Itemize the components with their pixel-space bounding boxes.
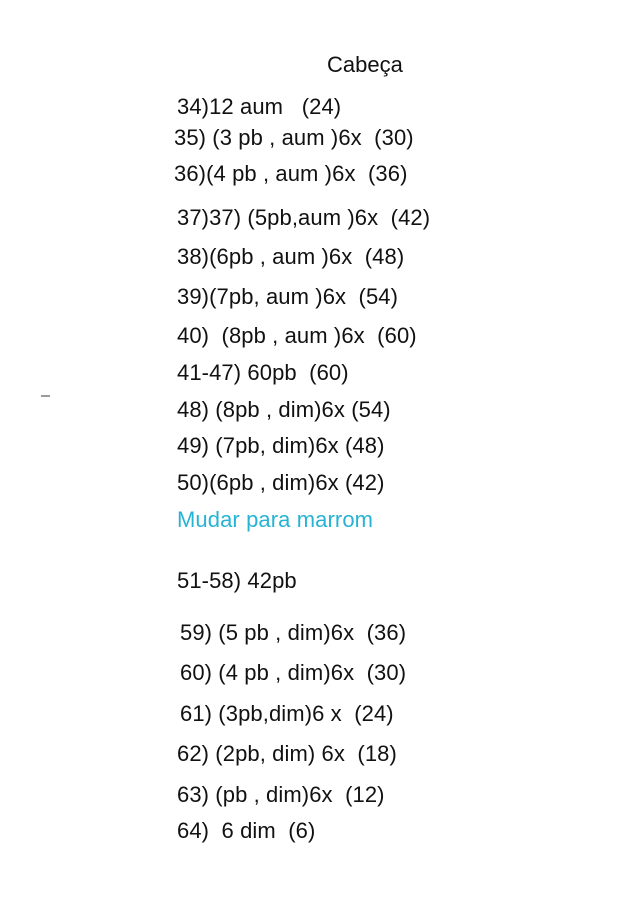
pattern-row-51-58: 51-58) 42pb (177, 568, 297, 593)
pattern-row-35: 35) (3 pb , aum )6x (30) (174, 125, 414, 150)
page-title: Cabeça (327, 52, 403, 77)
pattern-row-60: 60) (4 pb , dim)6x (30) (180, 660, 407, 685)
pattern-row-40: 40) (8pb , aum )6x (60) (177, 323, 417, 348)
pattern-row-37: 37)37) (5pb,aum )6x (42) (177, 205, 431, 230)
pattern-row-59: 59) (5 pb , dim)6x (36) (180, 620, 407, 645)
stray-dash-mark (41, 395, 50, 397)
pattern-row-50: 50)(6pb , dim)6x (42) (177, 470, 385, 495)
pattern-row-34: 34)12 aum (24) (177, 94, 342, 119)
pattern-row-36: 36)(4 pb , aum )6x (36) (174, 161, 408, 186)
pattern-row-64: 64) 6 dim (6) (177, 818, 316, 843)
pattern-row-38: 38)(6pb , aum )6x (48) (177, 244, 405, 269)
pattern-row-62: 62) (2pb, dim) 6x (18) (177, 741, 397, 766)
pattern-row-39: 39)(7pb, aum )6x (54) (177, 284, 399, 309)
pattern-row-63: 63) (pb , dim)6x (12) (177, 782, 385, 807)
pattern-row-48: 48) (8pb , dim)6x (54) (177, 397, 391, 422)
color-change-note: Mudar para marrom (177, 507, 374, 532)
pattern-row-41-47: 41-47) 60pb (60) (177, 360, 349, 385)
pattern-row-61: 61) (3pb,dim)6 x (24) (180, 701, 394, 726)
pattern-row-49: 49) (7pb, dim)6x (48) (177, 433, 385, 458)
